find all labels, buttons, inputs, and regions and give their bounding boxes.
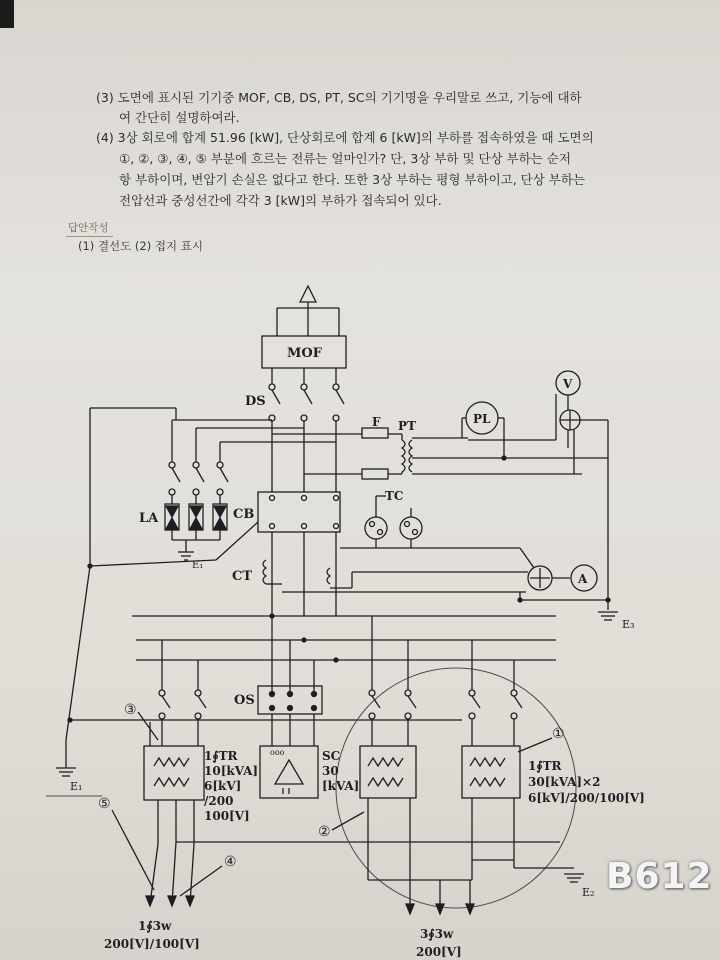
main-bus xyxy=(132,614,556,662)
question-4-line-3: 항 부하이며, 변압기 손실은 없다고 한다. 또한 3상 부하는 평형 부하이고, 단상 부하는 xyxy=(119,172,586,187)
e1-left-ground-label: E₁ xyxy=(70,780,83,793)
left-feeder xyxy=(68,640,462,746)
tr-left-line-5: 100[V] xyxy=(204,809,250,823)
fuse-2 xyxy=(362,469,388,479)
answer-items: (1) 결선도 (2) 접지 표시 xyxy=(78,239,203,253)
question-3-line-1: (3) 도면에 표시된 기기중 MOF, CB, DS, PT, SC의 기기명을 우리말로 쓰고, 기능에 대하 xyxy=(96,90,582,105)
out-left-line-2: 200[V]/100[V] xyxy=(104,937,200,951)
a-label: A xyxy=(578,572,588,586)
out-right-line-2: 200[V] xyxy=(416,945,462,959)
question-4-line-4: 전압선과 중성선간에 각각 3 [kW]의 부하가 접속되어 있다. xyxy=(119,193,442,208)
tr-left-line-3: 6[kV] xyxy=(204,779,242,793)
tr-right-line-2: 30[kVA]×2 xyxy=(528,775,601,789)
tr-right-line-3: 6[kV]/200/100[V] xyxy=(528,791,645,805)
v-label: V xyxy=(563,377,573,391)
pl-label: PL xyxy=(473,412,491,426)
question-4-line-2: ①, ②, ③, ④, ⑤ 부분에 흐르는 전류는 얼마인가? 단, 3상 부하 및 단상 부하는 순저 xyxy=(119,151,571,166)
cb-box xyxy=(258,492,340,532)
marker-4: ④ xyxy=(224,854,237,870)
question-3-line-2: 여 간단히 설명하여라. xyxy=(119,110,240,125)
incoming-line xyxy=(277,286,339,336)
app-watermark: B612 xyxy=(606,856,713,897)
la-ground-label: E₁ xyxy=(192,560,204,571)
sc-line-2: 30 xyxy=(322,764,339,778)
answer-section-label: 답안작성 xyxy=(66,220,113,237)
marker-1: ① xyxy=(552,726,565,742)
marker-2: ② xyxy=(318,824,331,840)
tc-label: TC xyxy=(385,489,404,503)
sc-line-3: [kVA] xyxy=(322,779,360,793)
os-label: OS xyxy=(234,693,255,708)
out-right-line-1: 3∮3w xyxy=(420,927,454,941)
question-4-line-1: (4) 3상 회로에 합계 51.96 [kW], 단상회로에 합계 6 [kW]의 부하를 접속하였을 때 도면의 xyxy=(96,130,594,145)
fuse-label: F xyxy=(372,415,381,429)
tr-mid-box xyxy=(360,746,416,798)
tr-right-line-1: 1∮TR xyxy=(528,759,562,773)
la-label: LA xyxy=(139,511,159,526)
tr-left-line-4: /200 xyxy=(204,794,234,808)
marker-5: ⑤ xyxy=(98,796,111,812)
tr-right-box xyxy=(462,746,520,798)
out-left-line-1: 1∮3w xyxy=(138,919,172,933)
svg-text:ooo: ooo xyxy=(270,748,285,757)
ct-label: CT xyxy=(232,569,253,584)
tr-left-line-2: 10[kVA] xyxy=(204,764,259,778)
pt-branch xyxy=(272,428,608,479)
mof-label: MOF xyxy=(287,346,322,361)
marker-3: ③ xyxy=(124,702,137,718)
e2-ground-label: E₂ xyxy=(582,886,595,899)
tr-left-line-1: 1∮TR xyxy=(204,749,238,763)
trip-coils xyxy=(340,496,520,548)
current-transformer xyxy=(263,532,528,616)
lightning-arrester-branch xyxy=(165,420,336,560)
sc-line-1: SC xyxy=(322,749,341,763)
fuse-1 xyxy=(362,428,388,438)
tr-left-box xyxy=(144,746,204,800)
ds-label: DS xyxy=(245,394,266,409)
cb-label: CB xyxy=(233,507,255,522)
right-feeders xyxy=(369,616,522,746)
pt-label: PT xyxy=(398,419,416,433)
e3-ground-label: E₃ xyxy=(622,618,635,631)
